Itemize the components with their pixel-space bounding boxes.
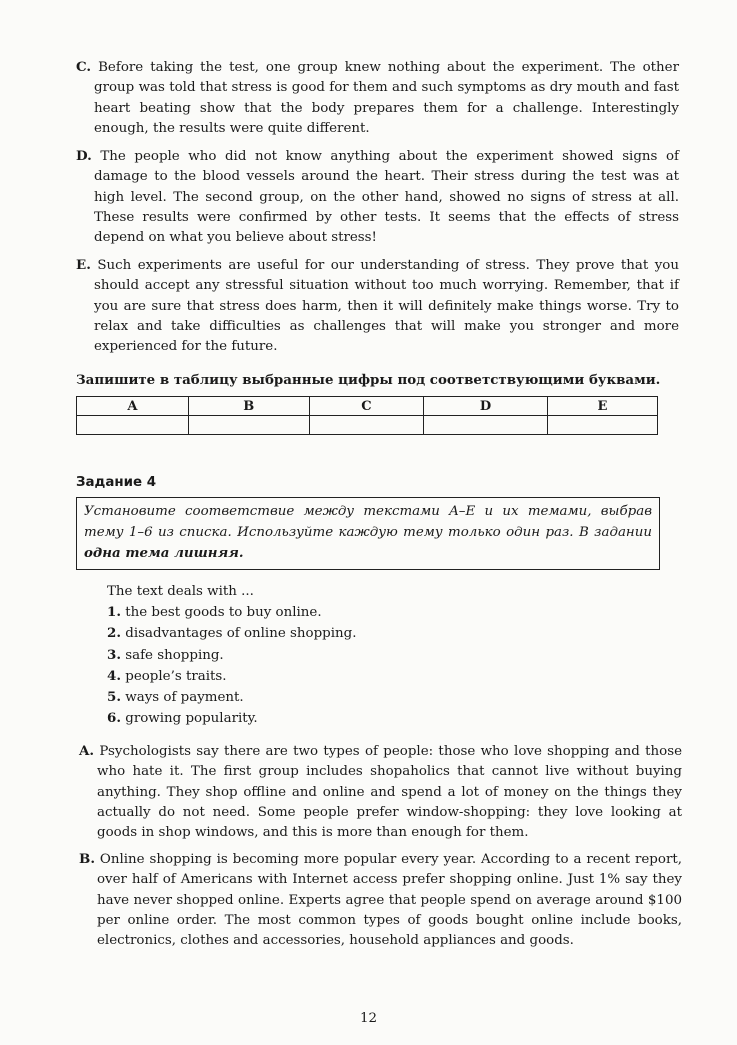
topic-item (107, 708, 356, 729)
answer-header-c: C (309, 397, 423, 416)
topic-text: ways of payment. (125, 690, 244, 706)
topic-text: safe shopping. (125, 647, 224, 663)
topic-text: the best goods to buy online. (125, 605, 322, 621)
paragraph-a (79, 741, 682, 843)
paragraph-text: Psychologists say there are two types of people: those who love shopping and those who hate it. The first group includes shopaholics that cannot live without buying anything. They shop offline and online and spend a lot of money on the things they actually do not need. Some people prefer window-shopping: they love looking at goods in shop windows, and this is more than enough for them. (97, 744, 682, 841)
answer-header-b: B (188, 397, 309, 416)
task-instruction-box (76, 497, 660, 570)
topic-list (107, 582, 356, 729)
paragraph-text: Before taking the test, one group knew nothing about the experiment. The other group was told that stress is good for them and such symptoms as dry mouth and fast heart beating show that the body prepares them for a challenge. Interestingly enough, the results were quite different. (94, 60, 679, 136)
answer-header-d: D (424, 397, 548, 416)
paragraph-letter: A. (79, 743, 95, 759)
paragraph-d (76, 146, 679, 248)
task-instruction-emphasis: одна тема лишняя. (84, 545, 244, 561)
topic-number: 6. (107, 710, 121, 727)
topic-item (107, 666, 356, 687)
task-instruction-text: Установите соответствие между текстами A–E и их темами, выбрав тему 1–6 из списка. Используйте каждую тему только один раз. В задании (84, 504, 652, 540)
answer-table-header-row (77, 397, 658, 416)
answer-cell-c[interactable] (309, 416, 423, 435)
topic-item (107, 687, 356, 708)
paragraph-letter: B. (79, 851, 95, 867)
answer-header-e: E (547, 397, 657, 416)
page-number: 12 (359, 1011, 378, 1026)
paragraph-c (76, 57, 679, 139)
task-title: Задание 4 (76, 475, 157, 490)
topic-text: people’s traits. (125, 668, 227, 684)
topic-number: 3. (107, 646, 121, 663)
paragraph-b (79, 849, 682, 951)
topic-number: 2. (107, 625, 121, 642)
answer-table-input-row (77, 416, 658, 435)
topic-item (107, 602, 356, 623)
answer-table (76, 396, 658, 435)
paragraph-letter: D. (76, 148, 92, 164)
answer-cell-a[interactable] (77, 416, 189, 435)
paragraph-e (76, 255, 679, 357)
answer-cell-e[interactable] (547, 416, 657, 435)
topic-text: disadvantages of online shopping. (125, 626, 357, 642)
paragraph-text: Such experiments are useful for our understanding of stress. They prove that you should accept any stressful situation without too much worrying. Remember, that if you are sure that stress does harm, then it will definitely make things worse. Try to relax and take difficulties as challenges that will make you stronger and more experienced for the future. (94, 258, 679, 355)
topic-number: 1. (107, 604, 121, 621)
paragraph-letter: E. (76, 257, 91, 273)
topic-text: growing popularity. (125, 711, 258, 727)
answer-header-a: A (77, 397, 189, 416)
topic-number: 4. (107, 667, 121, 684)
table-instruction: Запишите в таблицу выбранные цифры под соответствующими буквами. (76, 372, 661, 388)
topic-number: 5. (107, 689, 121, 706)
paragraph-text: Online shopping is becoming more popular every year. According to a recent report, over half of Americans with Internet access prefer shopping online. Just 1% say they have never shopped online. Experts agree that people spend on average around $100 per online order. The most common types of goods bought online include books, electronics, clothes and accessories, household appliances and goods. (97, 852, 682, 949)
answer-cell-d[interactable] (424, 416, 548, 435)
topic-item (107, 645, 356, 666)
paragraph-letter: C. (76, 59, 92, 75)
topic-item (107, 623, 356, 644)
topic-intro: The text deals with ... (107, 584, 254, 599)
paragraph-text: The people who did not know anything about the experiment showed signs of damage to the blood vessels around the heart. Their stress during the test was at high level. The second group, on the other hand, showed no signs of stress at all. These results were confirmed by other tests. It seems that the effects of stress depend on what you believe about stress! (94, 149, 679, 246)
answer-cell-b[interactable] (188, 416, 309, 435)
